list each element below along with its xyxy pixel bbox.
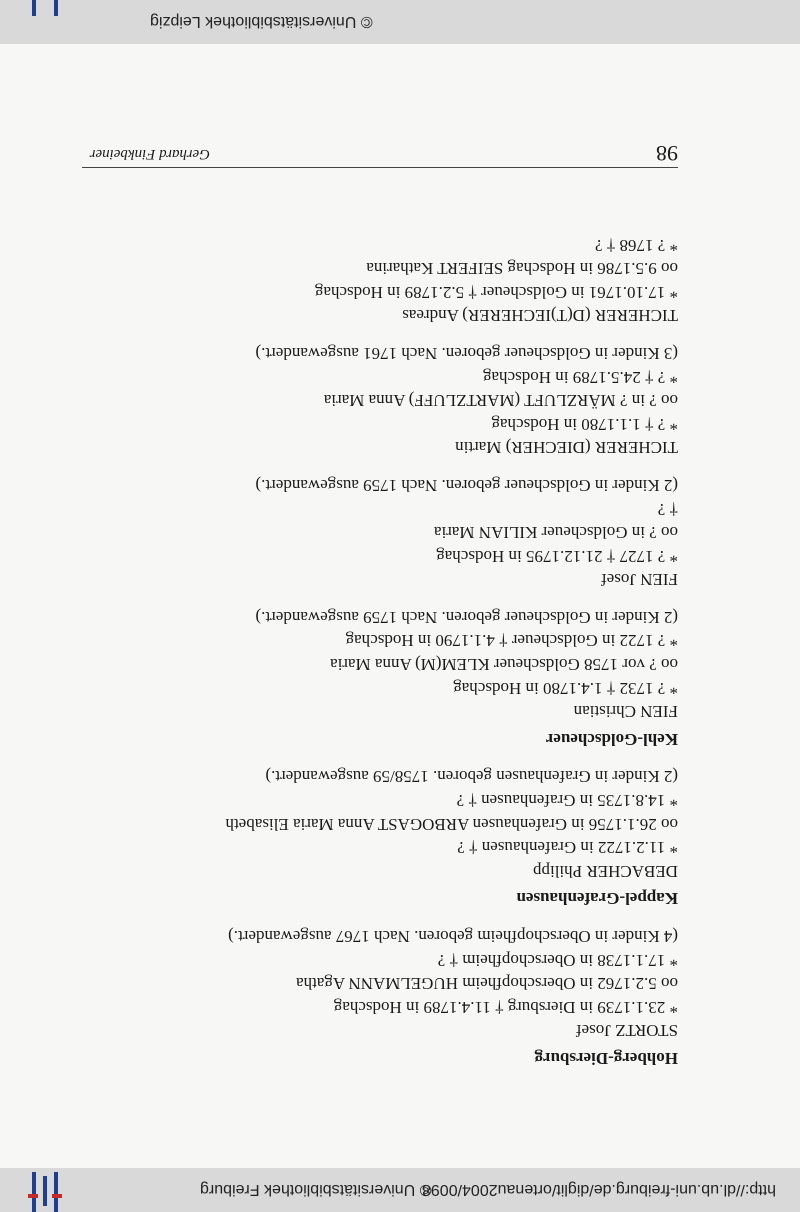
page-scan [0, 44, 800, 1168]
entry-line: oo 26.1.1756 in Grafenhausen ARBOGAST Anna Maria Elisabeth [225, 814, 678, 834]
entry-line: TICHERER (D(T)IECHERER) Andreas [402, 306, 678, 326]
entry-line: FIEN Josef [601, 570, 678, 590]
page-body [78, 233, 678, 1084]
entry-line: oo 9.5.1786 in Hodschag SEIFERT Katharina [366, 259, 678, 279]
running-header-author: Gerhard Finkbeiner [89, 146, 210, 162]
entry-line: * ? 1722 in Goldscheuer † 4.1.1790 in Hodschag [345, 631, 678, 651]
entry-spacer [78, 591, 678, 605]
genealogy-entry [78, 924, 678, 1042]
entry-line: * 17.1.1738 in Oberschopfheim † ? [437, 950, 678, 970]
genealogy-entry [78, 605, 678, 723]
library-logo-icon [28, 1168, 62, 1212]
document-url[interactable]: http://dl.ub.uni-freiburg.de/diglit/ortenau2004/0098 [421, 1181, 776, 1198]
genealogy-entry [78, 233, 678, 327]
genealogy-entry [78, 341, 678, 459]
entry-line: (2 Kinder in Goldscheuer geboren. Nach 1759 ausgewandert.) [255, 475, 678, 495]
entry-line: oo ? vor 1758 Goldscheuer KLEM(M) Anna Maria [330, 655, 678, 675]
footer-copyright: © Universitätsbibliothek Leipzig [150, 13, 373, 30]
section-heading: Kappel-Grafenhausen [516, 889, 678, 909]
genealogy-entry [78, 473, 678, 591]
section-heading: Kehl-Goldscheuer [545, 729, 678, 749]
footer-logo-icon [28, 0, 62, 16]
entry-line: DEBACHER Philipp [533, 861, 678, 881]
entry-line: oo ? in Goldscheuer KILIAN Maria [433, 523, 678, 543]
entry-line: (4 Kinder in Oberschopfheim geboren. Nach 1767 ausgewandert.) [228, 927, 678, 947]
entry-line: * ? 1768 † ? [594, 235, 678, 255]
entry-line: * ? 1727 † 21.12.1795 in Hodschag [436, 546, 678, 566]
entry-line: STORTZ Josef [575, 1021, 678, 1041]
copyright-notice: © Universitätsbibliothek Freiburg [200, 1181, 432, 1198]
entry-line: † ? [657, 499, 678, 519]
viewer-footer [0, 0, 800, 44]
entry-line: * ? † 1.1.1780 in Hodschag [491, 414, 678, 434]
entry-line: oo 5.2.1762 in Oberschopfheim HUGELMANN Agatha [296, 974, 678, 994]
entry-line: * ? † 24.5.1789 in Hodschag [482, 367, 678, 387]
genealogy-entry [78, 765, 678, 883]
entry-line: * 11.2.1722 in Grafenhausen † ? [457, 838, 678, 858]
entry-line: oo ? in ? MÄRZLUFT (MARTZLUFF) Anna Maria [323, 391, 678, 411]
entry-spacer [78, 327, 678, 341]
entry-line: * ? 1732 † 1.4.1780 in Hodschag [453, 678, 678, 698]
section-heading: Hohberg-Diersburg [534, 1049, 678, 1068]
entry-line: (3 Kinder in Goldscheuer geboren. Nach 1761 ausgewandert.) [255, 343, 678, 363]
page-number: 98 [656, 141, 678, 166]
entry-line: FIEN Christian [573, 702, 678, 722]
entry-line: * 17.10.1761 in Goldscheuer † 5.2.1789 in Hodschag [314, 282, 678, 302]
entry-line: * 14.8.1735 in Grafenhausen † ? [456, 791, 678, 811]
viewer-header [0, 1168, 800, 1212]
entry-spacer [78, 459, 678, 473]
entry-line: TICHERER (DIECHER) Martin [455, 438, 678, 458]
header-rule [82, 167, 678, 168]
entry-line: (2 Kinder in Grafenhausen geboren. 1758/59 ausgewandert.) [265, 767, 678, 787]
entry-line: (2 Kinder in Goldscheuer geboren. Nach 1759 ausgewandert.) [255, 607, 678, 627]
entry-line: * 23.1.1739 in Diersburg † 11.4.1789 in Hodschag [333, 997, 678, 1017]
